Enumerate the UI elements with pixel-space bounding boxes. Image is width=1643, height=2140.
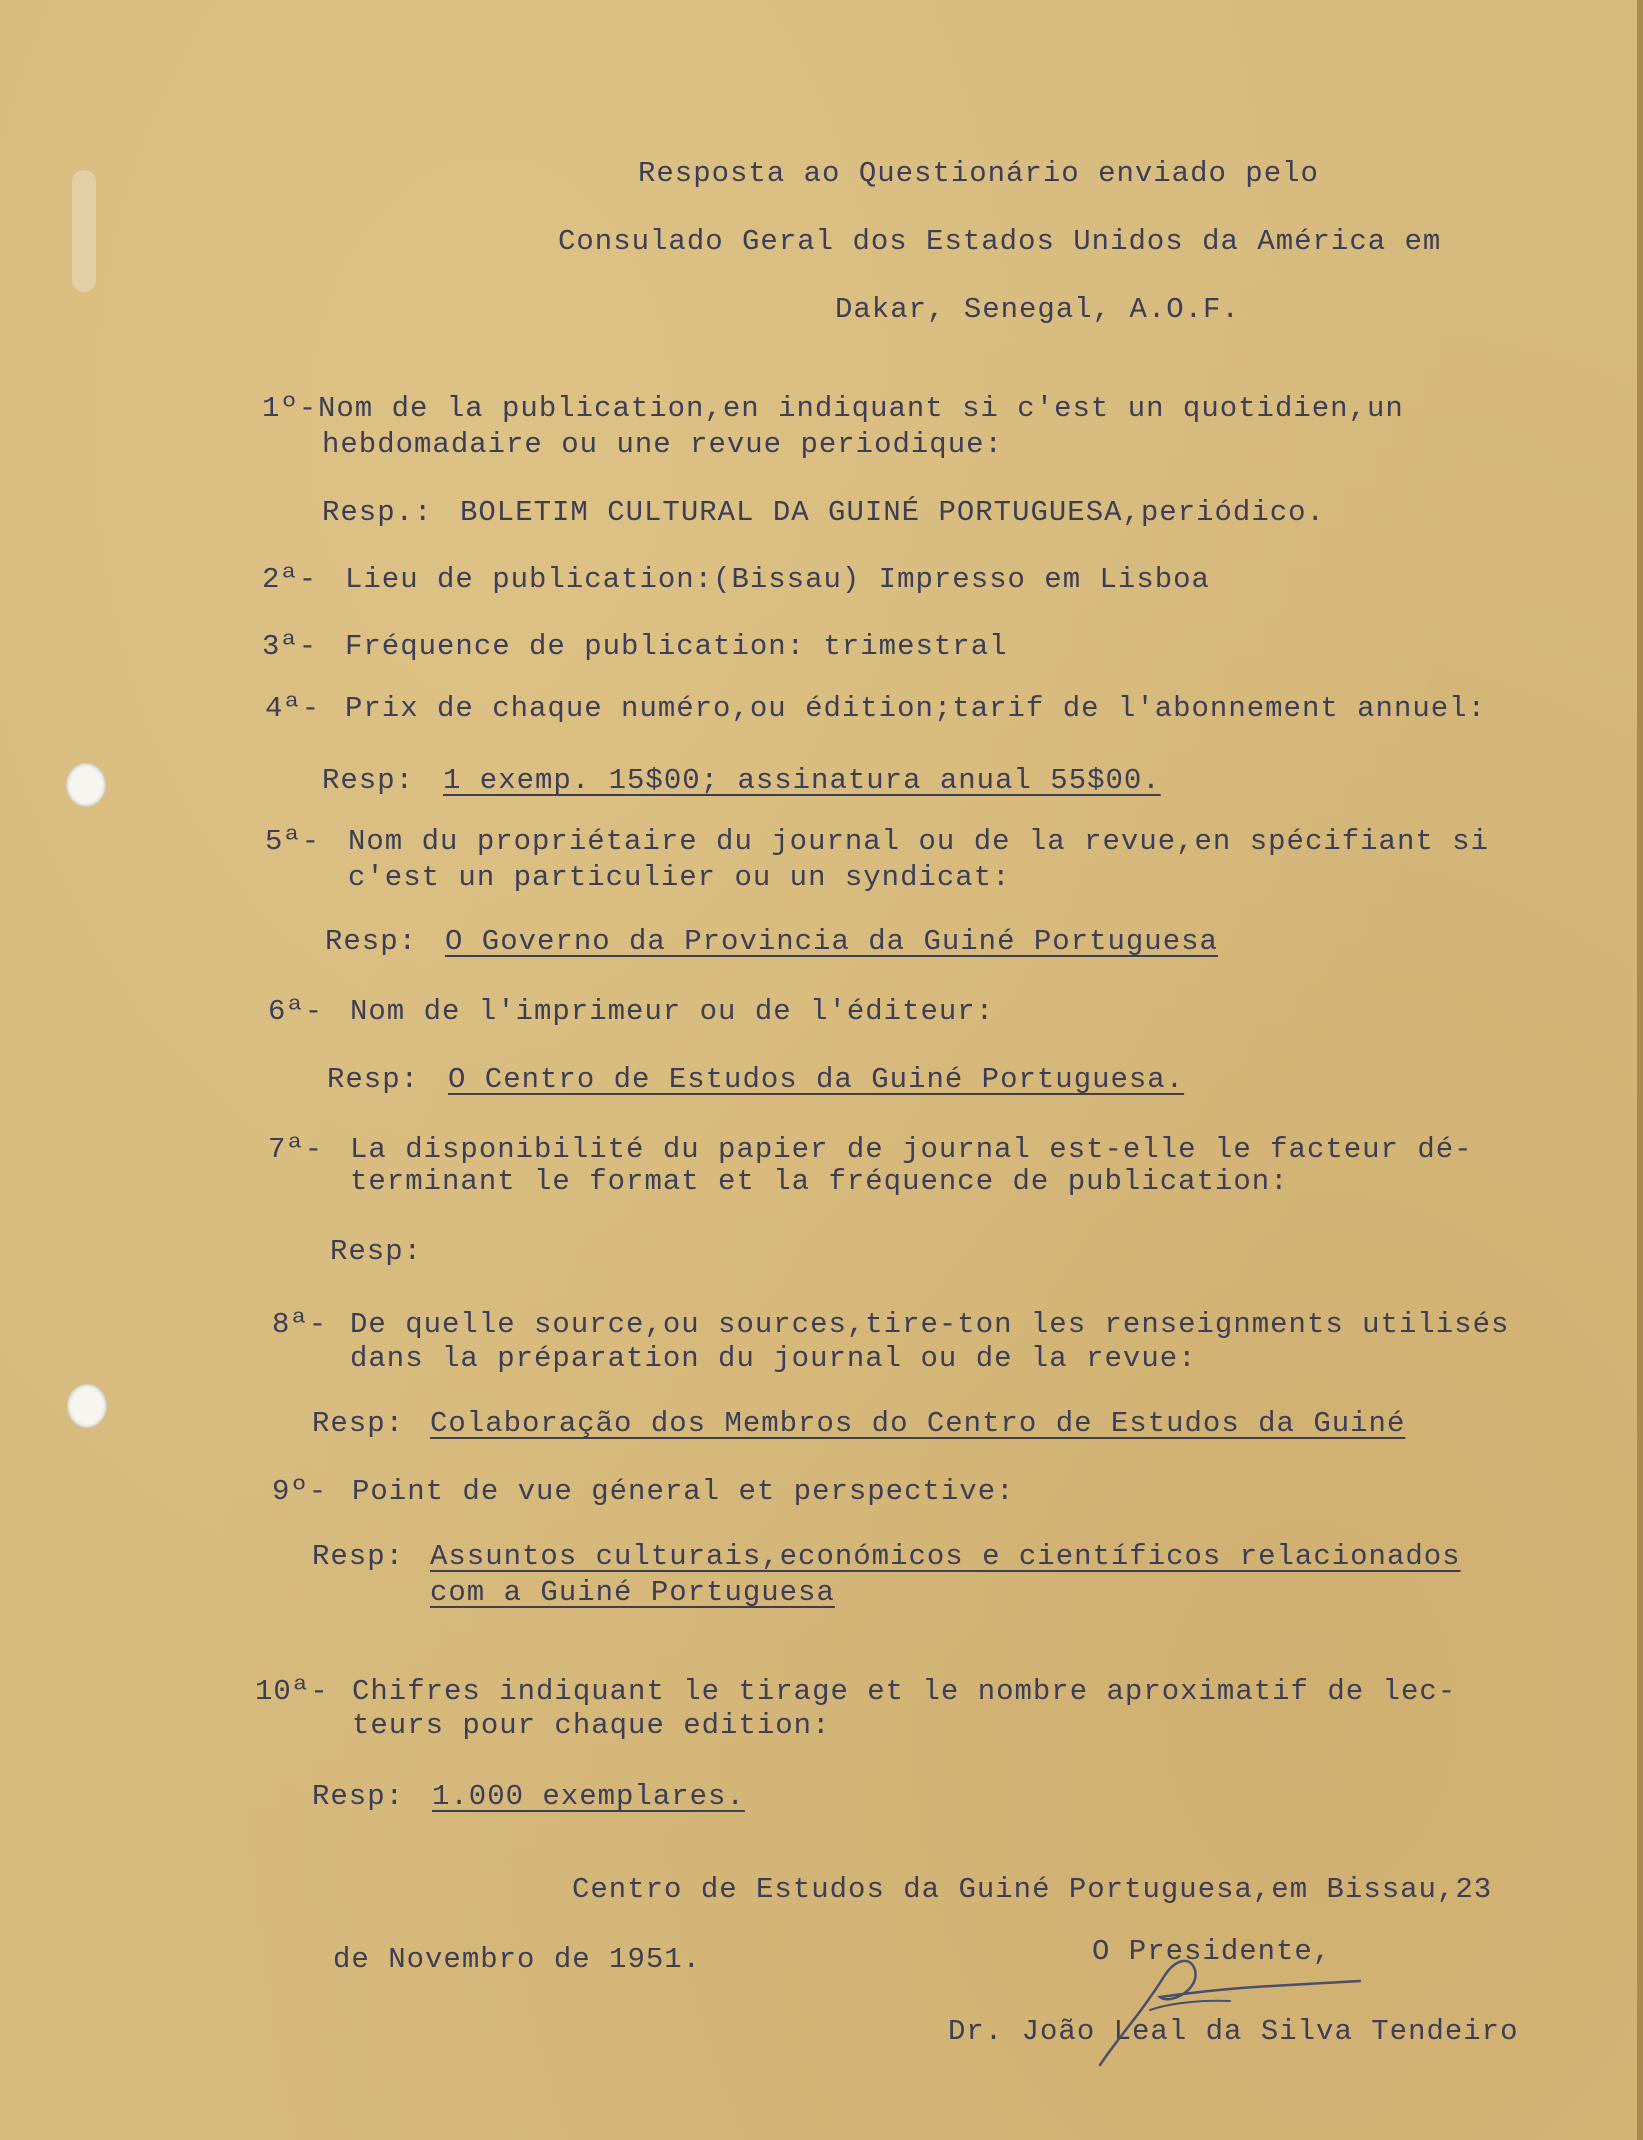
item-number-5: 5ª- <box>265 825 321 858</box>
response-1: BOLETIM CULTURAL DA GUINÉ PORTUGUESA,periódico. <box>460 496 1325 529</box>
handwritten-signature <box>1080 1935 1380 2075</box>
closing-place-date-2: de Novembro de 1951. <box>333 1943 702 1976</box>
response-6: O Centro de Estudos da Guiné Portuguesa. <box>448 1063 1185 1096</box>
question-2-line-1: Lieu de publication:(Bissau) Impresso em Lisboa <box>345 563 1210 596</box>
item-number-9: 9º- <box>272 1475 328 1508</box>
question-8-line-1: De quelle source,ou sources,tire-ton les renseignments utilisés <box>350 1308 1510 1341</box>
response-9-line-2: com a Guiné Portuguesa <box>430 1576 835 1609</box>
question-9-line-1: Point de vue géneral et perspective: <box>352 1475 1015 1508</box>
question-6-line-1: Nom de l'imprimeur ou de l'éditeur: <box>350 995 995 1028</box>
question-1-line-1: Nom de la publication,en indiquant si c'est un quotidien,un <box>318 392 1404 425</box>
question-8-line-2: dans la préparation du journal ou de la revue: <box>350 1342 1197 1375</box>
signatory-name: Dr. João Leal da Silva Tendeiro <box>948 2015 1519 2048</box>
question-7-line-1: La disponibilité du papier de journal est-elle le facteur dé- <box>350 1133 1473 1166</box>
staple-mark <box>72 170 96 292</box>
question-1-line-2: hebdomadaire ou une revue periodique: <box>322 428 1003 461</box>
response-10: 1.000 exemplares. <box>432 1780 745 1813</box>
header-line-3: Dakar, Senegal, A.O.F. <box>835 293 1240 326</box>
response-label-6: Resp: <box>327 1063 420 1096</box>
item-number-1: 1º- <box>262 392 318 425</box>
item-number-7: 7ª- <box>268 1133 324 1166</box>
response-8: Colaboração dos Membros do Centro de Estudos da Guiné <box>430 1407 1406 1440</box>
item-number-2: 2ª- <box>262 563 318 596</box>
question-10-line-2: teurs pour chaque edition: <box>352 1709 831 1742</box>
item-number-3: 3ª- <box>262 630 318 663</box>
question-10-line-1: Chifres indiquant le tirage et le nombre aproximatif de lec- <box>352 1675 1457 1708</box>
response-label-5: Resp: <box>325 925 418 958</box>
response-label-8: Resp: <box>312 1407 405 1440</box>
item-number-4: 4ª- <box>265 692 321 725</box>
header-line-1: Resposta ao Questionário enviado pelo <box>638 157 1319 190</box>
response-4: 1 exemp. 15$00; assinatura anual 55$00. <box>443 764 1161 797</box>
closing-place-date-1: Centro de Estudos da Guiné Portuguesa,em Bissau,23 <box>572 1873 1493 1906</box>
question-3-line-1: Fréquence de publication: trimestral <box>345 630 1008 663</box>
response-label-10: Resp: <box>312 1780 405 1813</box>
response-5: O Governo da Provincia da Guiné Portuguesa <box>445 925 1218 958</box>
item-number-8: 8ª- <box>272 1308 328 1341</box>
punch-hole-top <box>66 763 106 807</box>
punch-hole-bottom <box>67 1384 107 1428</box>
question-5-line-1: Nom du propriétaire du journal ou de la revue,en spécifiant si <box>348 825 1489 858</box>
response-label-9: Resp: <box>312 1540 405 1573</box>
closing-title: O Presidente, <box>1092 1935 1332 1968</box>
header-line-2: Consulado Geral dos Estados Unidos da América em <box>558 225 1442 258</box>
response-label-4: Resp: <box>322 764 415 797</box>
question-7-line-2: terminant le format et la fréquence de publication: <box>350 1165 1289 1198</box>
item-number-10: 10ª- <box>255 1675 329 1708</box>
item-number-6: 6ª- <box>268 995 324 1028</box>
question-4-line-1: Prix de chaque numéro,ou édition;tarif de l'abonnement annuel: <box>345 692 1486 725</box>
response-label-7: Resp: <box>330 1235 423 1268</box>
response-9-line-1: Assuntos culturais,económicos e científicos relacionados <box>430 1540 1461 1573</box>
question-5-line-2: c'est un particulier ou un syndicat: <box>348 861 1011 894</box>
response-label-1: Resp.: <box>322 496 433 529</box>
